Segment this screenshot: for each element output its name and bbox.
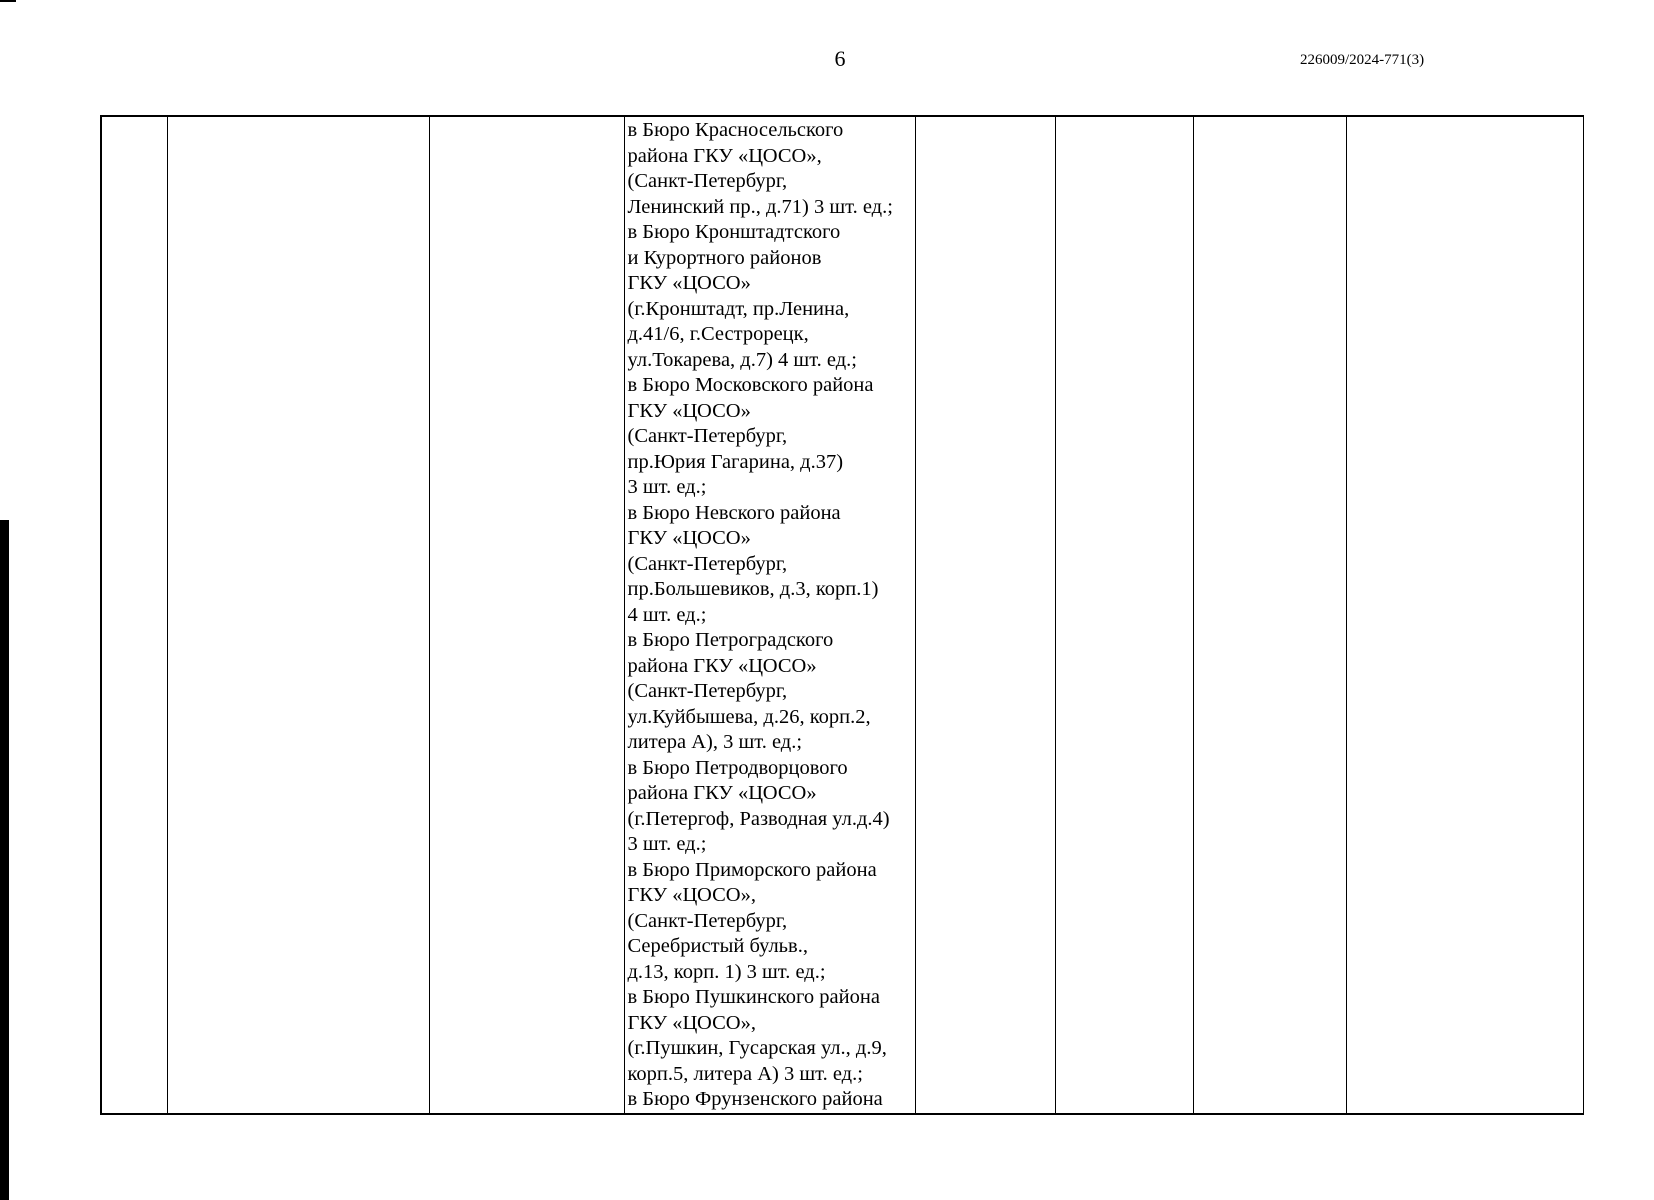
cell-text-line: (Санкт-Петербург,: [627, 680, 788, 702]
cell-text-line: в Бюро Кронштадтского: [627, 221, 841, 243]
cell-text-line: 3 шт. ед.;: [627, 833, 707, 855]
cell-text-line: корп.5, литера А) 3 шт. ед.;: [627, 1062, 863, 1085]
cell-text-line: (Санкт-Петербург,: [627, 909, 788, 932]
cell-text-line: 3 шт. ед.;: [627, 476, 707, 498]
scan-edge-bar: [0, 520, 9, 1200]
cell-text-line: в Бюро Приморского района: [627, 858, 877, 881]
cell-text-line: района ГКУ «ЦОСО»,: [627, 144, 822, 167]
page-number: 6: [834, 46, 846, 71]
cell-text-line: в Бюро Красносельского: [627, 119, 844, 141]
cell-text-line: пр.Большевиков, д.3, корп.1): [627, 578, 879, 600]
table-cell-col-4: [624, 116, 915, 1114]
cell-text-line: Серебристый бульв.,: [627, 935, 808, 957]
table-cell-col-1: [101, 116, 167, 1114]
cell-text-line: в Бюро Петродворцового: [627, 756, 848, 779]
cell-text-line: ГКУ «ЦОСО»,: [627, 884, 756, 906]
cell-text-line: ул.Куйбышева, д.26, корп.2,: [627, 705, 871, 728]
document-table: [100, 115, 1584, 1115]
cell-text-line: в Бюро Фрунзенского района: [627, 1088, 883, 1110]
document-number: 226009/2024-771(3): [1300, 52, 1425, 68]
cell-text-line: в Бюро Невского района: [627, 501, 841, 524]
table-cell-col-7: [1193, 116, 1346, 1114]
cell-text-line: в Бюро Московского района: [627, 374, 874, 396]
table-cell-col-5: [915, 116, 1055, 1114]
cell-text-line: в Бюро Пушкинского района: [627, 986, 880, 1008]
cell-text-line: ГКУ «ЦОСО»: [627, 399, 751, 422]
cell-text-line: д.13, корп. 1) 3 шт. ед.;: [627, 960, 826, 983]
table-row: [101, 116, 1583, 1114]
cell-text-line: литера А), 3 шт. ед.;: [627, 731, 803, 753]
cell-text-line: ГКУ «ЦОСО»,: [627, 1011, 756, 1034]
cell-text-line: д.41/6, г.Сестрорецк,: [627, 323, 809, 345]
cell-text-line: (Санкт-Петербург,: [627, 425, 788, 447]
cell-text-line: 4 шт. ед.;: [627, 603, 707, 626]
cell-text-line: Ленинский пр., д.71) 3 шт. ед.;: [627, 195, 893, 218]
table-cell-col-3: [429, 116, 624, 1114]
scan-edge-mark: [0, 0, 16, 2]
cell-text-line: ГКУ «ЦОСО»: [627, 527, 751, 549]
cell-text-line: района ГКУ «ЦОСО»: [627, 782, 817, 804]
cell-text-line: (Санкт-Петербург,: [627, 170, 788, 192]
cell-text-line: (г.Петергоф, Разводная ул.д.4): [627, 807, 890, 830]
cell-text-line: района ГКУ «ЦОСО»: [627, 654, 817, 677]
table-cell-col-2: [167, 116, 429, 1114]
cell-text-line: пр.Юрия Гагарина, д.37): [627, 450, 844, 473]
table-cell-col-6: [1055, 116, 1193, 1114]
cell-text-line: и Курортного районов: [627, 246, 822, 269]
cell-text-line: (г.Кронштадт, пр.Ленина,: [627, 297, 850, 320]
table-cell-col-8: [1346, 116, 1583, 1114]
cell-text-line: ГКУ «ЦОСО»: [627, 272, 751, 294]
cell-text-line: ул.Токарева, д.7) 4 шт. ед.;: [627, 348, 857, 371]
cell-text-line: (г.Пушкин, Гусарская ул., д.9,: [627, 1037, 887, 1059]
scan-footer-marks: [870, 1196, 1570, 1198]
cell-text-line: (Санкт-Петербург,: [627, 552, 788, 575]
cell-text-line: в Бюро Петроградского: [627, 629, 834, 651]
